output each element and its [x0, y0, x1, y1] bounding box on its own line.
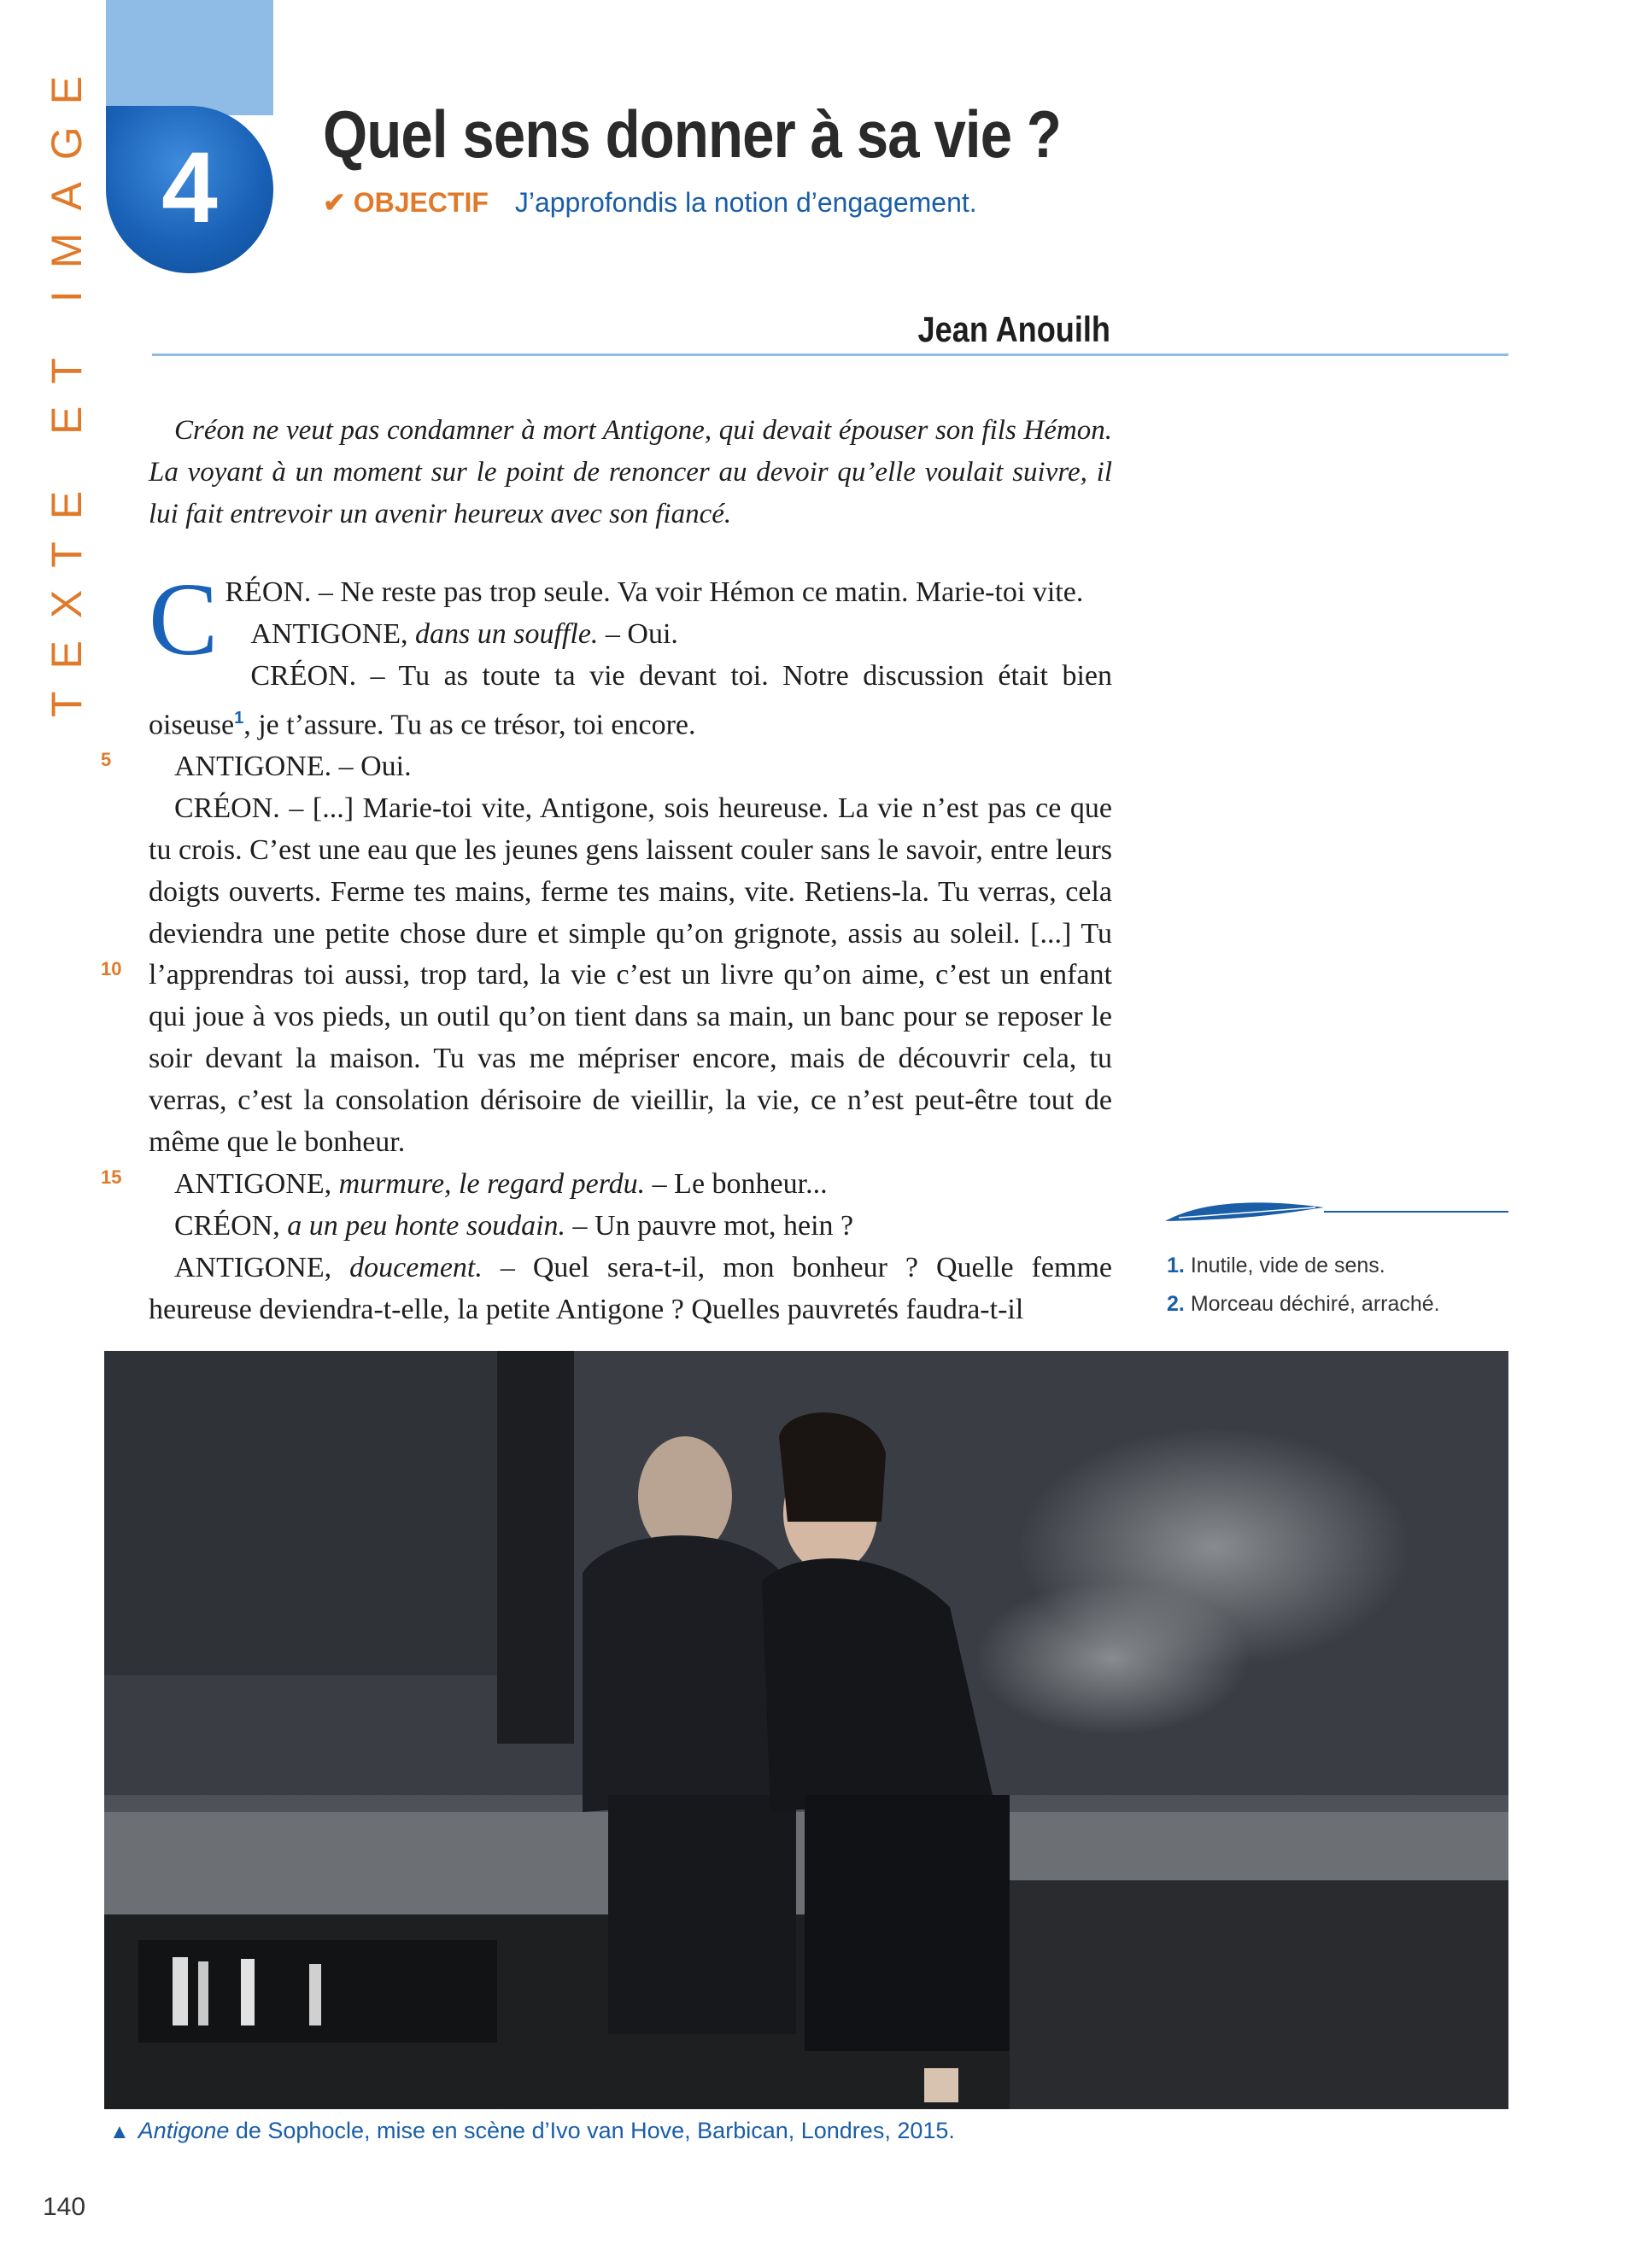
dialogue-paragraph: CRÉON. – [...] Marie-toi vite, Antigone, sois heureuse. La vie n’est pas ce que tu crois. C’est une eau que les jeunes gens laissent couler sans le savoir, entre leurs doigts ouverts. Ferme tes mains, ferme tes mains, vite. Retiens-la. Tu verras, cela deviendra une petite chose dure et simple qu’on grignote, assis au soleil. [...] Tu l’apprendras toi aussi, trop tard, la vie c’est un livre qu’on aime, c’est un enfant qui joue à vos pieds, un outil qu’on tient dans sa main, un banc pour se reposer le soir devant la maison. Tu vas me mépriser encore, mais de découvrir cela, tu verras, c’est la consolation dérisoire de vieillir, la vie, ce n’est peut-être tout de même que le bonheur.	[149, 792, 1112, 1159]
footnotes	[1167, 1247, 1508, 1324]
chapter-tab-bar	[106, 0, 273, 115]
objective-text: J’approfondis la notion d’engagement.	[514, 187, 977, 218]
dialogue-text	[149, 562, 1112, 1331]
dialogue-paragraph: ANTIGONE, dans un souffle. – Oui.	[250, 617, 678, 650]
objective-label: OBJECTIF	[353, 187, 489, 218]
stage-photo-illustration	[104, 1351, 1508, 2109]
stage-photo	[104, 1351, 1508, 2109]
triangle-up-icon: ▲	[109, 2120, 130, 2143]
author-divider	[152, 354, 1508, 356]
line-number: 5	[101, 749, 112, 770]
footnote-ref: 1	[234, 708, 244, 728]
footnote-divider	[1324, 1211, 1508, 1213]
page-number: 140	[43, 2193, 86, 2221]
line-number: 15	[101, 1166, 122, 1188]
line-number: 10	[101, 958, 122, 979]
footnote-item: 1. Inutile, vide de sens.	[1167, 1254, 1385, 1277]
dialogue-paragraph: ANTIGONE, doucement. – Quel sera-t-il, mon bonheur ? Quelle femme heureuse deviendra-t-elle, la petite Antigone ? Quelles pauvretés faudra-t-il	[149, 1251, 1112, 1325]
dialogue-paragraph: ANTIGONE. – Oui.	[174, 750, 412, 782]
dialogue-paragraph: CRÉON, a un peu honte soudain. – Un pauvre mot, hein ?	[174, 1209, 854, 1242]
section-side-label: TEXTE ET IMAGE	[43, 53, 91, 717]
chapter-number: 4	[161, 132, 218, 244]
footnote-item: 2. Morceau déchiré, arraché.	[1167, 1292, 1440, 1316]
objective-line	[323, 186, 977, 219]
dialogue-paragraph: CRÉON. – Tu as toute ta vie devant toi. Notre discussion était bien oiseuse$^1$, je t’assure. Tu as ce trésor, toi encore.	[149, 659, 1112, 741]
photo-caption: ▲ Antigone de Sophocle, mise en scène d’Ivo van Hove, Barbican, Londres, 2015.	[109, 2118, 955, 2143]
quill-icon	[1162, 1195, 1332, 1226]
drop-cap: C	[149, 562, 219, 677]
check-icon: ✔	[323, 187, 346, 218]
dialogue-paragraph: ANTIGONE, murmure, le regard perdu. – Le bonheur...	[174, 1168, 828, 1201]
author-name: Jean Anouilh	[917, 309, 1110, 349]
dialogue-paragraph: CRÉON. – Ne reste pas trop seule. Va voir Hémon ce matin. Marie-toi vite.	[149, 562, 1084, 677]
page-title: Quel sens donner à sa vie ?	[323, 96, 1062, 172]
intro-paragraph: Créon ne veut pas condamner à mort Antigone, qui devait épouser son fils Hémon. La voyant à un moment sur le point de renoncer au devoir qu’elle voulait suivre, il lui fait entrevoir un avenir heureux avec son fiancé.	[149, 415, 1112, 529]
